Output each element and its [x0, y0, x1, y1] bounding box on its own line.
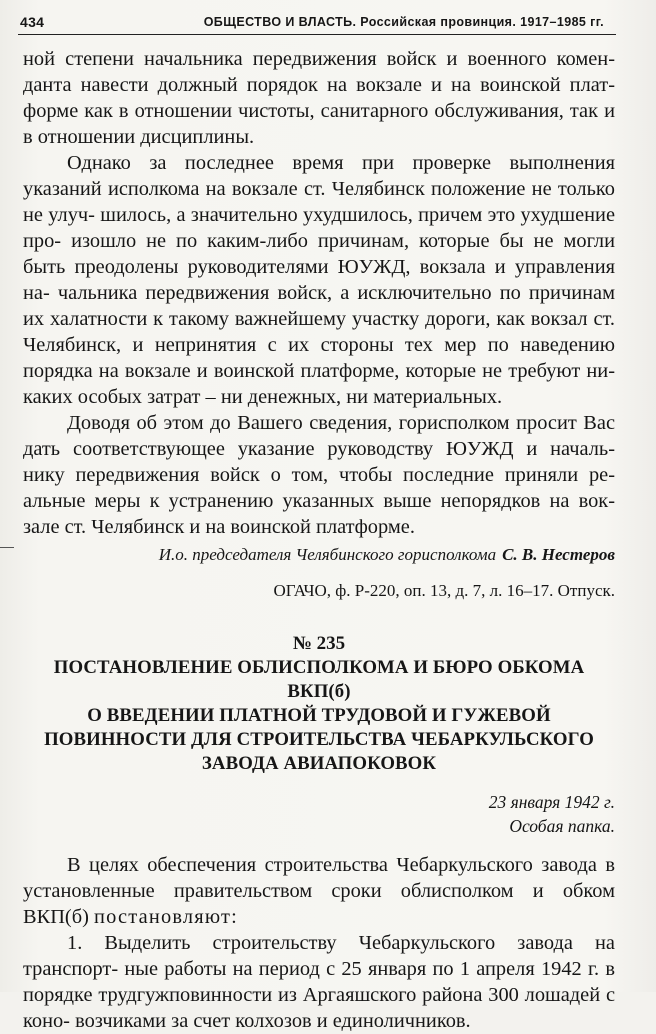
title-line: ПОВИННОСТИ ДЛЯ СТРОИТЕЛЬСТВА ЧЕБАРКУЛЬСКОГО	[44, 729, 594, 750]
spaced-word: постановляют:	[93, 906, 239, 928]
page-number: 434	[20, 14, 45, 30]
title-line: ПОСТАНОВЛЕНИЕ ОБЛИСПОЛКОМА И БЮРО ОБКОМА ВКП(б)	[53, 657, 585, 702]
text-line: зале ст. Челябинск и на воинской платформе.	[23, 516, 415, 538]
text-line: дать соответствующее указание руководству ЮУЖД и началь-	[23, 438, 615, 460]
paragraph-intro	[23, 852, 615, 930]
text-line: установленные правительством сроки облисполком и обком	[23, 880, 615, 902]
paragraph-request	[23, 410, 615, 540]
text-line: чальника передвижения войск, а исключительно по причинам	[57, 282, 615, 304]
signature-line	[23, 542, 615, 568]
text-line: изошло не по каким-либо причинам, которые бы не могли быть	[23, 230, 615, 278]
text-line: и в отношении дисциплины.	[23, 100, 615, 148]
paragraph-continuation	[23, 46, 615, 150]
text-line: нику передвижения войск о том, чтобы последние приняли ре-	[23, 464, 615, 486]
text-line: альные меры к устранению указанных выше непорядков на вок-	[23, 490, 615, 512]
secrecy-marking: Особая папка.	[509, 816, 615, 836]
text-line: преодолены руководителями ЮУЖД, вокзала и управления на-	[23, 256, 615, 304]
title-line: О ВВЕДЕНИИ ПЛАТНОЙ ТРУДОВОЙ И ГУЖЕВОЙ	[87, 705, 551, 726]
paragraph-item-1	[23, 930, 615, 1034]
text-line: данта навести должный порядок на вокзале и на воинской плат-	[23, 74, 615, 96]
text-line: Доводя об этом до Вашего сведения, горисполком просит Вас	[67, 412, 615, 434]
signature-position: И.о. председателя Челябинского горисполкома	[158, 545, 497, 564]
text-line: их халатности к такому важнейшему участку дороги, как вокзал	[23, 308, 588, 330]
paragraph-worsening	[23, 150, 615, 410]
text-line: 1. Выделить строительству Чебаркульского завода на транспорт-	[23, 932, 615, 980]
main-text	[23, 46, 615, 1034]
text-line: каких особых затрат – ни денежных, ни материальных.	[23, 386, 503, 408]
document-title	[23, 656, 615, 776]
page-header	[18, 12, 616, 35]
running-title: ОБЩЕСТВО И ВЛАСТЬ. Российская провинция. 1917–1985 гг.	[203, 15, 604, 29]
text-line: В целях обеспечения строительства Чебаркульского завода в	[67, 854, 615, 876]
text-line: шилось, а значительно ухудшилось, причем это ухудшение про-	[23, 204, 615, 252]
text-line: Однако за последнее время при проверке выполнения указаний	[23, 152, 615, 200]
text-line: ст. Челябинск, и непринятия с их стороны тех мер по наведению	[23, 308, 616, 356]
text-line: трудгужповинности из Аргаяшского района 300 лошадей с коно-	[23, 984, 615, 1032]
text-line: ной степени начальника передвижения войск и военного комен-	[23, 48, 615, 70]
text-line: возчиками за счет колхозов и единоличников.	[75, 1010, 471, 1032]
text-line: ВКП(б)	[23, 906, 94, 928]
archive-reference: ОГАЧО, ф. Р-220, оп. 13, д. 7, л. 16–17. Отпуск.	[273, 581, 615, 600]
text-line: порядка на вокзале и воинской платформе, которые не требуют ни-	[23, 360, 615, 382]
document-date: 23 января 1942 г.	[488, 792, 615, 812]
document-number: № 235	[292, 633, 346, 654]
text-line: форме как в отношении чистоты, санитарного обслуживания, так	[23, 100, 599, 122]
text-line: ные работы на период с 25 января по 1 апреля 1942 г. в порядке	[23, 958, 615, 1006]
signature-name: С. В. Нестеров	[502, 545, 615, 564]
margin-mark	[0, 547, 14, 548]
title-line: ЗАВОДА АВИАПОКОВОК	[201, 753, 437, 774]
text-line: исполкома на вокзале ст. Челябинск положение не только не улуч-	[23, 178, 615, 226]
